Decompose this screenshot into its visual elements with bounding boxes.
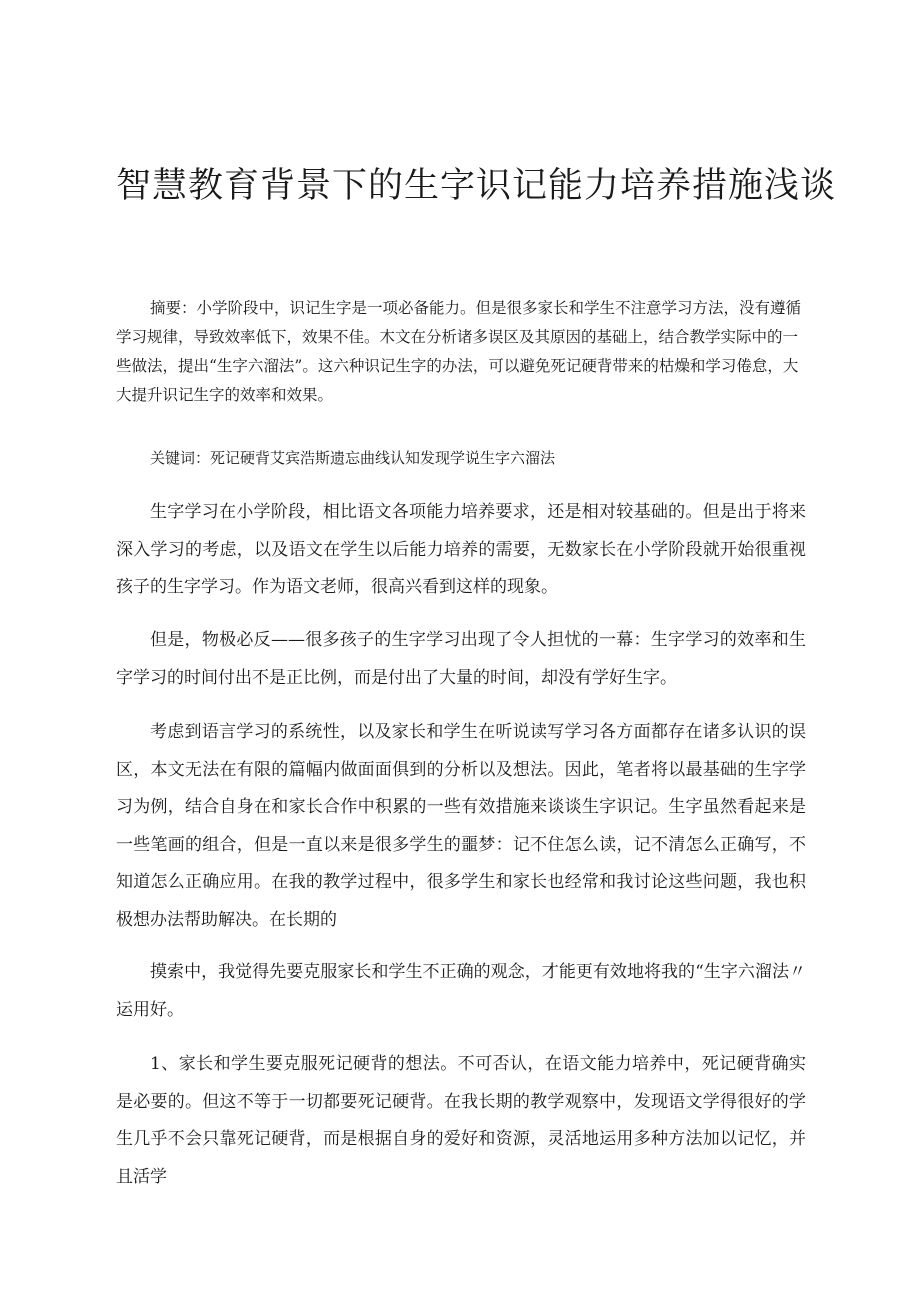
page-title: 智慧教育背景下的生字识记能力培养措施浅谈 <box>116 166 837 206</box>
body-paragraph-5: 1、家长和学生要克服死记硬背的想法。不可否认，在语文能力培养中，死记硬背确实是必要的。但这不等于一切都要死记硬背。在我长期的教学观察中，发现语文学得很好的学生几乎不会只靠死记硬背，而是根据自身的爱好和资源，灵活地运用多种方法加以记忆，并且活学 <box>116 1054 806 1187</box>
body-paragraph-3: 考虑到语言学习的系统性，以及家长和学生在听说读写学习各方面都存在诸多认识的误区，本文无法在有限的篇幅内做面面俱到的分析以及想法。因此，笔者将以最基础的生字学习为例，结合自身在和家长合作中积累的一些有效措施来谈谈生字识记。生字虽然看起来是一些笔画的组合，但是一直以来是很多学生的噩梦：记不住怎么读，记不清怎么正确写，不知道怎么正确应用。在我的教学过程中，很多学生和家长也经常和我讨论这些问题，我也积极想办法帮助解决。在长期的 <box>116 722 806 930</box>
abstract-paragraph: 摘要：小学阶段中，识记生字是一项必备能力。但是很多家长和学生不注意学习方法，没有遵循学习规律，导致效率低下，效果不佳。木文在分析诸多误区及其原因的基础上，结合教学实际中的一些做法，提出“生字六溜法”。这六种识记生字的办法，可以避免死记硬背带来的枯燥和学习倦怠，大大提升识记生字的效率和效果。 <box>116 299 802 404</box>
body-paragraph-2: 但是，物极必反——很多孩子的生字学习出现了令人担忧的一幕：生字学习的效率和生字学习的时间付出不是正比例，而是付出了大量的时间，却没有学好生字。 <box>116 630 806 688</box>
keywords-line: 关键词：死记硬背艾宾浩斯遗忘曲线认知发现学说生字六溜法 <box>150 449 556 467</box>
body-paragraph-4: 摸索中，我觉得先要克服家长和学生不正确的观念，才能更有效地将我的“生字六溜法〃运用好。 <box>116 962 806 1020</box>
body-paragraph-1: 生字学习在小学阶段，相比语文各项能力培养要求，还是相对较基础的。但是出于将来深入学习的考虑，以及语文在学生以后能力培养的需要，无数家长在小学阶段就开始很重视孩子的生字学习。作为语文老师，很高兴看到这样的现象。 <box>116 502 806 597</box>
